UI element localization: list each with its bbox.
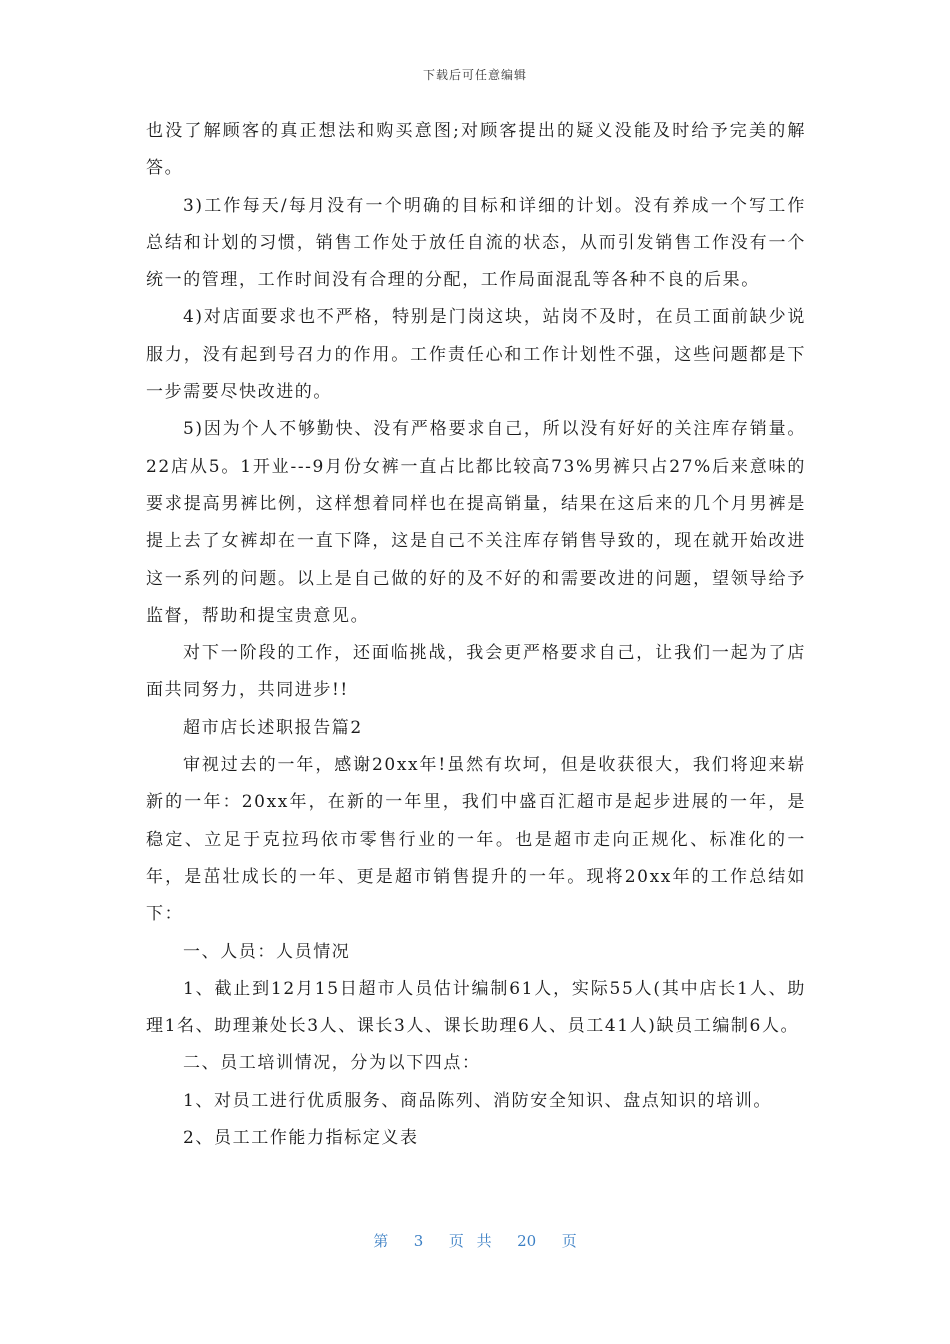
paragraph-2: 3)工作每天/每月没有一个明确的目标和详细的计划。没有养成一个写工作总结和计划的习惯，销售工作处于放任自流的状态，从而引发销售工作没有一个统一的管理，工作时间没有合理的分配，工作局面混乱等各种不良的后果。 [146, 195, 806, 291]
paragraph-11: 1、对员工进行优质服务、商品陈列、消防安全知识、盘点知识的培训。 [183, 1090, 773, 1111]
page-header: 下载后可任意编辑 [422, 68, 527, 82]
paragraph-5: 对下一阶段的工作，还面临挑战，我会更严格要求自己，让我们一起为了店面共同努力，共同进步!! [146, 643, 806, 701]
paragraph-12: 2、员工工作能力指标定义表 [183, 1128, 419, 1149]
paragraph-3: 4)对店面要求也不严格，特别是门岗这块，站岗不及时，在员工面前缺少说服力，没有起到号召力的作用。工作责任心和工作计划性不强，这些问题都是下一步需要尽快改进的。 [146, 307, 806, 403]
paragraph-1: 也没了解顾客的真正想法和购买意图;对顾客提出的疑义没能及时给予完美的解答。 [146, 121, 806, 179]
subheading-training: 二、员工培训情况，分为以下四点： [183, 1053, 481, 1074]
paragraph-9: 1、截止到12月15日超市人员估计编制61人，实际55人(其中店长1人、助理1名、助理兼处长3人、课长3人、课长助理6人、员工41人)缺员工编制6人。 [146, 978, 806, 1037]
subheading-personnel: 一、人员：人员情况 [183, 941, 351, 962]
document-body [146, 113, 806, 1157]
section-heading: 超市店长述职报告篇2 [183, 717, 363, 738]
paragraph-7: 审视过去的一年，感谢20xx年!虽然有坎坷，但是收获很大，我们将迎来崭新的一年：20xx年，在新的一年里，我们中盛百汇超市是起步进展的一年，是稳定、立足于克拉玛依市零售行业的一年。也是超市走向正规化、标准化的一年，是茁壮成长的一年、更是超市销售提升的一年。现将20xx年的工作总结如下： [146, 755, 806, 925]
paragraph-4: 5)因为个人不够勤快、没有严格要求自己，所以没有好好的关注库存销量。22店从5。1开业---9月份女裤一直占比都比较高73%男裤只占27%后来意味的要求提高男裤比例，这样想着同样也在提高销量，结果在这后来的几个月男裤是提上去了女裤却在一直下降，这是自己不关注库存销售导致的，现在就开始改进这一系列的问题。以上是自己做的好的及不好的和需要改进的问题，望领导给予监督，帮助和提宝贵意见。 [146, 419, 806, 626]
page-number: 第 3 页 共 20 页 [373, 1232, 577, 1250]
